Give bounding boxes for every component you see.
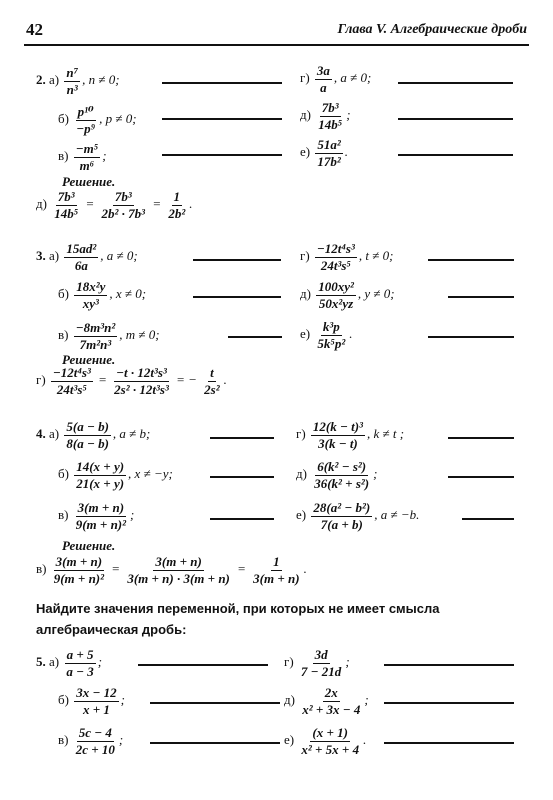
task2-item-b: б) $\frac{\text{p¹⁰}}{\text{−p⁹}}$ , p ≠ 0; — [58, 104, 137, 136]
answer-blank[interactable] — [462, 518, 514, 520]
task3-solution: г) $\frac{\text{−12t⁴s³}}{\text{24t³s⁵}}$ = $\frac{\text{−t · 12t³s³}}{\text{2s² · 12t³s³}}$ = − $\frac{t}{\text{2s²}}$ . — [36, 365, 227, 397]
answer-blank[interactable] — [398, 118, 513, 120]
fraction: $\frac{3a}{a}$ — [316, 63, 330, 95]
answer-blank[interactable] — [210, 437, 274, 439]
task4-solution: в) $\frac{3(m + n)}{\text{9(m + n)²}}$ = $\frac{3(m + n)}{3(m + n) \cdot 3(m + n)}$ = $\frac{1}{3(m + n)}$ . — [36, 554, 307, 586]
task4-item-c: в) $\frac{3(m + n)}{\text{9(m + n)²}}$ ; — [58, 500, 135, 532]
answer-blank[interactable] — [448, 476, 514, 478]
task4-item-b: б) $\frac{14(x + y)}{21(x + y)}$ , x ≠ −y; — [58, 459, 173, 491]
header-rule — [24, 44, 529, 46]
answer-blank[interactable] — [210, 476, 274, 478]
task2-item-g: г) $\frac{3a}{a}$ , a ≠ 0; — [300, 63, 372, 95]
answer-blank[interactable] — [398, 82, 513, 84]
fraction: $\frac{\text{p¹⁰}}{\text{−p⁹}}$ — [76, 104, 96, 136]
task3-item-d: д) $\frac{\text{100xy²}}{\text{50x²yz}}$ , y ≠ 0; — [300, 279, 395, 311]
task-number: 2. — [36, 72, 46, 88]
task4-item-d: д) $\frac{\text{6(k² − s²)}}{\text{36(k² + s²)}}$ ; — [296, 459, 378, 491]
solution-title: Решение. — [62, 352, 116, 367]
solution-title: Решение. — [62, 174, 116, 189]
task4-item-g: г) $\frac{\text{12(k − t)³}}{3(k - t)}$ , k ≠ t ; — [296, 419, 405, 451]
task2-item-d: д) $\frac{\text{7b³}}{\text{14b⁵}}$ ; — [300, 100, 351, 132]
task5-item-b: б) $\frac{3x - 12}{x + 1}$ ; — [58, 685, 125, 717]
task5-item-e: е) $\frac{(x + 1)}{\text{x² + 5x + 4}}$ . — [284, 725, 367, 757]
task2-item-c: в) $\frac{\text{−m⁵}}{\text{m⁶}}$ ; — [58, 141, 107, 173]
task5-item-a: 5. а) $\frac{a + 5}{a - 3}$ ; — [36, 647, 103, 679]
answer-blank[interactable] — [398, 154, 513, 156]
task5-item-d: д) $\frac{2x}{\text{x² + 3x − 4}}$ ; — [284, 685, 369, 717]
answer-blank[interactable] — [193, 259, 281, 261]
task5-item-g: г) $\frac{3d}{7 - 21d}$ ; — [284, 647, 350, 679]
fraction: $\frac{\text{−m⁵}}{\text{m⁶}}$ — [75, 141, 99, 173]
answer-blank[interactable] — [384, 742, 514, 744]
task2-item-a: 2. а) $\frac{\text{n⁷}}{\text{n³}}$ , n ≠ 0; — [36, 65, 120, 97]
task3-item-e: е) $\frac{\text{k³p}}{\text{5k⁵p²}}$ . — [300, 319, 353, 351]
instruction-text: Найдите значения переменной, при которых не имеет смысла алгебраическая дробь: — [36, 601, 440, 637]
answer-blank[interactable] — [162, 82, 282, 84]
task3-item-b: б) $\frac{\text{18x²y}}{\text{xy³}}$ , x ≠ 0; — [58, 279, 147, 311]
answer-blank[interactable] — [138, 664, 268, 666]
page-number: 42 — [26, 20, 43, 39]
answer-blank[interactable] — [150, 702, 280, 704]
solution-title: Решение. — [62, 538, 116, 553]
answer-blank[interactable] — [210, 518, 274, 520]
answer-blank[interactable] — [193, 296, 281, 298]
task5-item-c: в) $\frac{5c - 4}{2c + 10}$ ; — [58, 725, 124, 757]
fraction: $\frac{\text{n⁷}}{\text{n³}}$ — [66, 65, 79, 97]
chapter-title: Глава V. Алгебраические дроби — [337, 22, 527, 37]
fraction: $\frac{\text{7b³}}{\text{14b⁵}}$ — [318, 100, 343, 132]
answer-blank[interactable] — [384, 702, 514, 704]
answer-blank[interactable] — [448, 296, 514, 298]
answer-blank[interactable] — [228, 336, 282, 338]
task4-item-e: е) $\frac{\text{28(a² − b²)}}{7(a + b)}$ , a ≠ −b. — [296, 500, 420, 532]
fraction: $\frac{\text{51a²}}{\text{17b²}}$ — [317, 137, 341, 169]
answer-blank[interactable] — [428, 259, 514, 261]
task4-item-a: 4. а) $\frac{5(a - b)}{8(a - b)}$ , a ≠ b; — [36, 419, 151, 451]
task2-solution: д) $\frac{\text{7b³}}{\text{14b⁵}}$ = $\frac{\text{7b³}}{\text{2b² · 7b³}}$ = $\frac{1}{\text{2b²}}$ . — [36, 189, 193, 221]
answer-blank[interactable] — [150, 742, 280, 744]
answer-blank[interactable] — [162, 154, 282, 156]
task3-item-g: г) $\frac{\text{−12t⁴s³}}{\text{24t³s⁵}}$ , t ≠ 0; — [300, 241, 394, 273]
answer-blank[interactable] — [384, 664, 514, 666]
task3-item-c: в) $\frac{\text{−8m³n²}}{\text{7m²n³}}$ , m ≠ 0; — [58, 320, 160, 352]
answer-blank[interactable] — [162, 118, 282, 120]
task3-item-a: 3. а) $\frac{\text{15ad²}}{6a}$ , a ≠ 0; — [36, 241, 138, 273]
answer-blank[interactable] — [428, 336, 514, 338]
task2-item-e: е) $\frac{\text{51a²}}{\text{17b²}}$ . — [300, 137, 349, 169]
answer-blank[interactable] — [448, 437, 514, 439]
